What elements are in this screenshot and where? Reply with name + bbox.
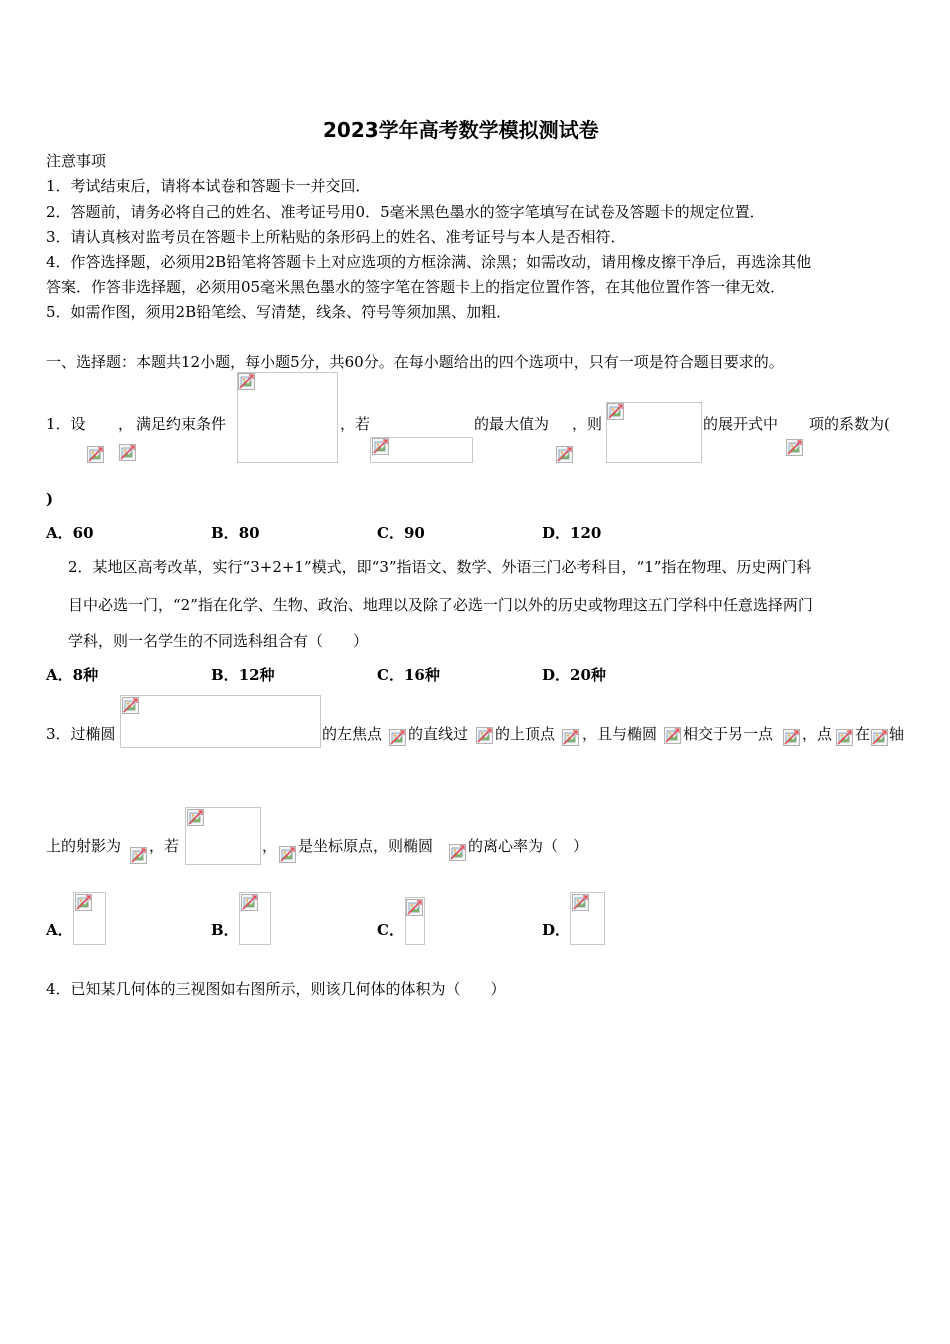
notice-item-5: 5．如需作图，须用2B铅笔绘、写清楚，线条、符号等须加黑、加粗． (46, 303, 512, 321)
q3-option-d[interactable]: D． (542, 921, 571, 939)
q1-text-3: 满足约束条件 (136, 415, 227, 433)
q3-text-5: ，且与椭圆 (582, 725, 658, 743)
q1-text-1: 1．设 (46, 415, 86, 433)
q3-line2-4: 是坐标原点，则椭圆 (298, 837, 434, 855)
option-letter: B． (211, 666, 239, 684)
notice-item-4: 4．作答选择题，必须用2B铅笔将答题卡上对应选项的方框涂满、涂黑；如需改动，请用橡皮擦干净后，再选涂其他 (46, 253, 812, 271)
broken-image-icon (389, 729, 406, 746)
option-value: 12种 (238, 666, 275, 684)
q2-option-a[interactable] (46, 665, 98, 685)
broken-image-icon (572, 894, 589, 911)
option-value: 20种 (570, 666, 606, 684)
q3-text-7: ，点 (802, 725, 833, 743)
q3-option-a[interactable]: A． (46, 921, 73, 939)
q2-option-d[interactable] (542, 665, 606, 685)
broken-image-icon (449, 844, 466, 861)
q2-line-2: 目中必选一门，“2”指在化学、生物、政治、地理以及除了必选一门以外的历史或物理这五门学科中任意选择两门 (68, 596, 813, 614)
q3-text-2: 的左焦点 (322, 725, 383, 743)
q1-text-5: 的最大值为 (474, 415, 550, 433)
broken-image-icon (406, 899, 423, 916)
broken-image-icon (119, 444, 136, 461)
option-value: 80 (238, 524, 260, 542)
broken-image-icon (556, 446, 573, 463)
broken-image-icon (187, 809, 204, 826)
broken-image-icon (836, 729, 853, 746)
option-letter: C． (377, 666, 404, 684)
q3-option-b[interactable]: B． (211, 921, 239, 939)
broken-image-icon (130, 847, 147, 864)
notice-item-2: 2．答题前，请务必将自己的姓名、准考证号用0．5毫米黑色墨水的签字笔填写在试卷及答题卡的规定位置． (46, 203, 765, 221)
broken-image-icon (87, 446, 104, 463)
q3-text-9: 轴 (889, 725, 905, 743)
notice-item-1: 1．考试结束后，请将本试卷和答题卡一并交回． (46, 177, 371, 195)
option-value: 16种 (403, 666, 440, 684)
notice-heading: 注意事项 (46, 152, 107, 170)
notice-item-4-cont: 答案．作答非选择题，必须用05毫米黑色墨水的签字笔在答题卡上的指定位置作答，在其他位置作答一律无效． (46, 278, 786, 296)
q3-text-6: 相交于另一点 (683, 725, 774, 743)
broken-image-icon (664, 727, 681, 744)
q3-line2-3: ， (262, 837, 278, 855)
q1-text-6: ，则 (572, 415, 603, 433)
q1-option-a[interactable] (46, 523, 94, 543)
broken-image-icon (75, 894, 92, 911)
q3-ellipse-formula (120, 695, 321, 748)
q3-text-3: 的直线过 (408, 725, 469, 743)
option-letter: D． (542, 666, 571, 684)
option-value: 90 (403, 524, 425, 542)
option-letter: B． (211, 524, 239, 542)
broken-image-icon (279, 846, 296, 863)
q3-text-1: 3．过椭圆 (46, 725, 116, 743)
broken-image-icon (372, 438, 389, 455)
broken-image-icon (562, 729, 579, 746)
q2-line-3: 学科，则一名学生的不同选科组合有（ ） (68, 632, 369, 650)
q3-line2-2: ，若 (149, 837, 180, 855)
notice-item-3: 3．请认真核对监考员在答题卡上所粘贴的条形码上的姓名、准考证号与本人是否相符． (46, 228, 626, 246)
q3-text-8: 在 (855, 725, 871, 743)
page-title: 2023学年高考数学模拟测试卷 (323, 118, 599, 142)
q1-text-cont: ) (46, 490, 54, 508)
option-letter: A． (46, 524, 73, 542)
q1-text-7: 的展开式中 (703, 415, 779, 433)
broken-image-icon (476, 727, 493, 744)
q3-text-4: 的上顶点 (495, 725, 556, 743)
q2-option-b[interactable] (211, 665, 275, 685)
option-letter: C． (377, 524, 404, 542)
q1-option-c[interactable] (377, 523, 425, 543)
q2-line-1: 2．某地区高考改革，实行“3+2+1”模式，即“3”指语文、数学、外语三门必考科目，“1”指在物理、历史两门科 (68, 558, 812, 576)
q1-text-8: 项的系数为( (809, 415, 890, 433)
q1-text-4: ，若 (340, 415, 371, 433)
broken-image-icon (238, 373, 255, 390)
q2-option-c[interactable] (377, 665, 440, 685)
q4-text: 4．已知某几何体的三视图如右图所示，则该几何体的体积为（ ） (46, 980, 506, 998)
option-letter: A． (46, 666, 73, 684)
broken-image-icon (607, 403, 624, 420)
option-value: 120 (570, 524, 602, 542)
option-value: 60 (72, 524, 94, 542)
broken-image-icon (871, 729, 888, 746)
q1-option-d[interactable] (542, 523, 601, 543)
broken-image-icon (241, 894, 258, 911)
broken-image-icon (786, 439, 803, 456)
q3-option-c[interactable]: C． (377, 921, 404, 939)
q1-option-b[interactable] (211, 523, 260, 543)
option-letter: D． (542, 524, 571, 542)
q3-line2-1: 上的射影为 (46, 837, 122, 855)
broken-image-icon (783, 729, 800, 746)
q3-line2-5: 的离心率为（ ） (468, 837, 589, 855)
option-value: 8种 (72, 666, 99, 684)
broken-image-icon (122, 697, 139, 714)
section-heading: 一、选择题：本题共12小题，每小题5分，共60分。在每小题给出的四个选项中，只有一项是符合题目要求的。 (46, 353, 784, 371)
q1-text-2: ， (118, 415, 134, 433)
